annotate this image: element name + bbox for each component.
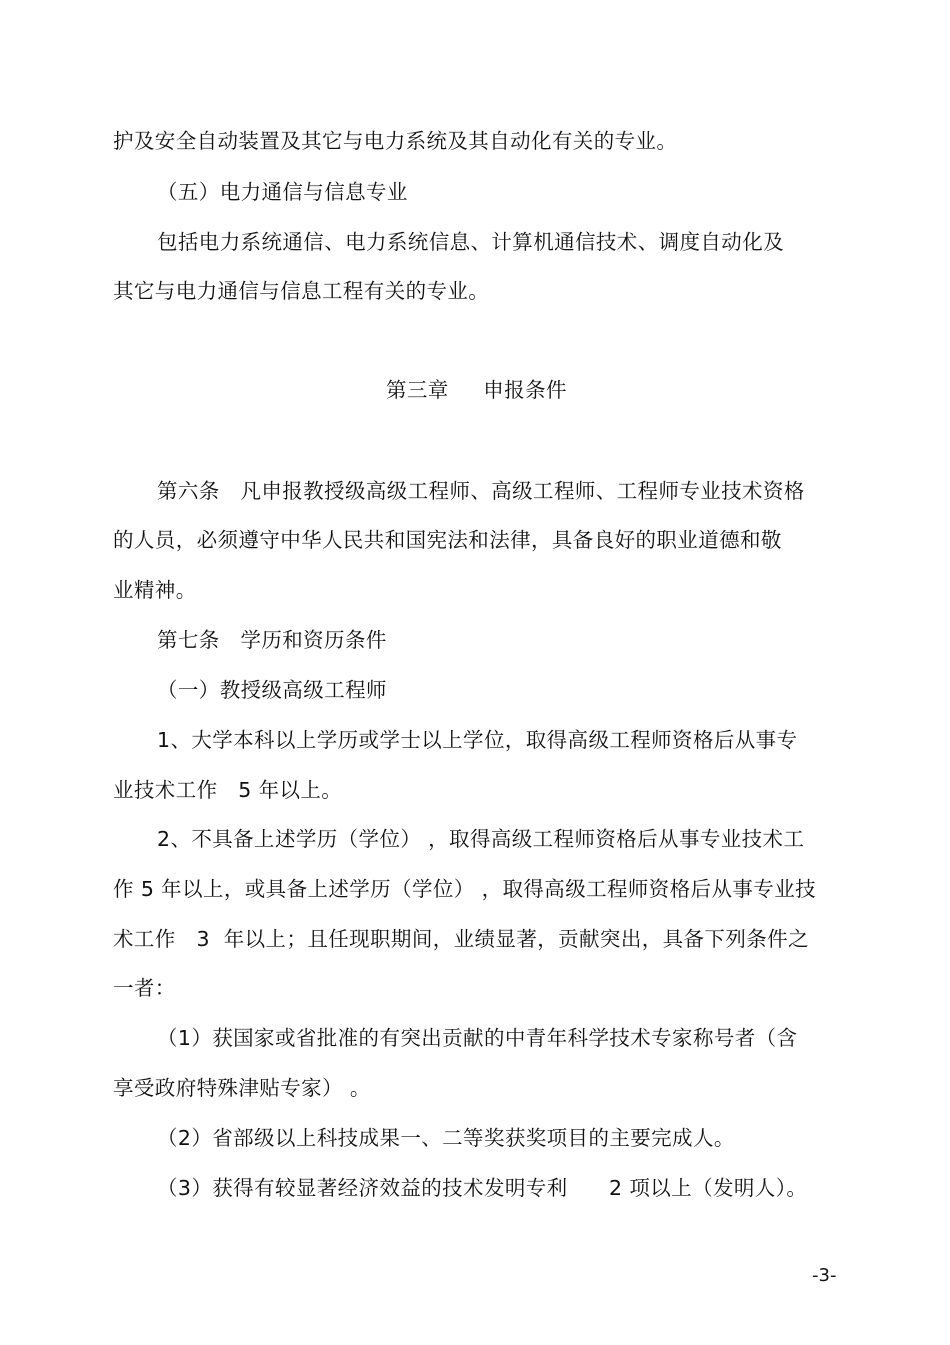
section-five-desc-line-1: 包括电力系统通信、电力系统信息、计算机通信技术、调度自动化及 [157, 230, 784, 254]
item-1-line-2: 业技术工作 5 年以上。 [113, 778, 343, 802]
article-6-line-2: 的人员，必须遵守中华人民共和国宪法和法律，具备良好的职业道德和敬 [113, 528, 782, 552]
subsection-1-heading: （一）教授级高级工程师 [157, 678, 387, 702]
condition-1-line-1: （1）获国家或省批准的有突出贡献的中青年科学技术专家称号者（含 [157, 1026, 798, 1050]
item-2-line-4: 一者： [113, 976, 176, 1000]
article-7-heading: 第七条 学历和资历条件 [157, 628, 387, 652]
item-1-line-1: 1、大学本科以上学历或学士以上学位，取得高级工程师资格后从事专 [157, 728, 798, 752]
condition-2: （2）省部级以上科技成果一、二等奖获奖项目的主要完成人。 [157, 1126, 735, 1150]
condition-1-line-2: 享受政府特殊津贴专家） 。 [113, 1076, 371, 1100]
page-number: -3- [812, 1265, 837, 1286]
section-five-heading: （五）电力通信与信息专业 [157, 180, 408, 204]
section-five-desc-line-2: 其它与电力通信与信息工程有关的专业。 [113, 279, 490, 303]
article-6-line-1: 第六条 凡申报教授级高级工程师、高级工程师、工程师专业技术资格 [157, 479, 805, 503]
article-6-line-3: 业精神。 [113, 578, 197, 602]
chapter-title: 第三章 申报条件 [386, 378, 567, 402]
item-2-line-3: 术工作 3 年以上；且任现职期间，业绩显著，贡献突出，具备下列条件之 [113, 927, 809, 951]
item-2-line-1: 2、不具备上述学历（学位） ，取得高级工程师资格后从事专业技术工 [157, 827, 805, 851]
section-five-tail: 护及安全自动装置及其它与电力系统及其自动化有关的专业。 [113, 129, 678, 153]
item-2-line-2: 作 5 年以上，或具备上述学历（学位） ，取得高级工程师资格后从事专业技 [113, 877, 816, 901]
condition-3: （3）获得有较显著经济效益的技术发明专利 2 项以上（发明人）。 [157, 1176, 808, 1200]
